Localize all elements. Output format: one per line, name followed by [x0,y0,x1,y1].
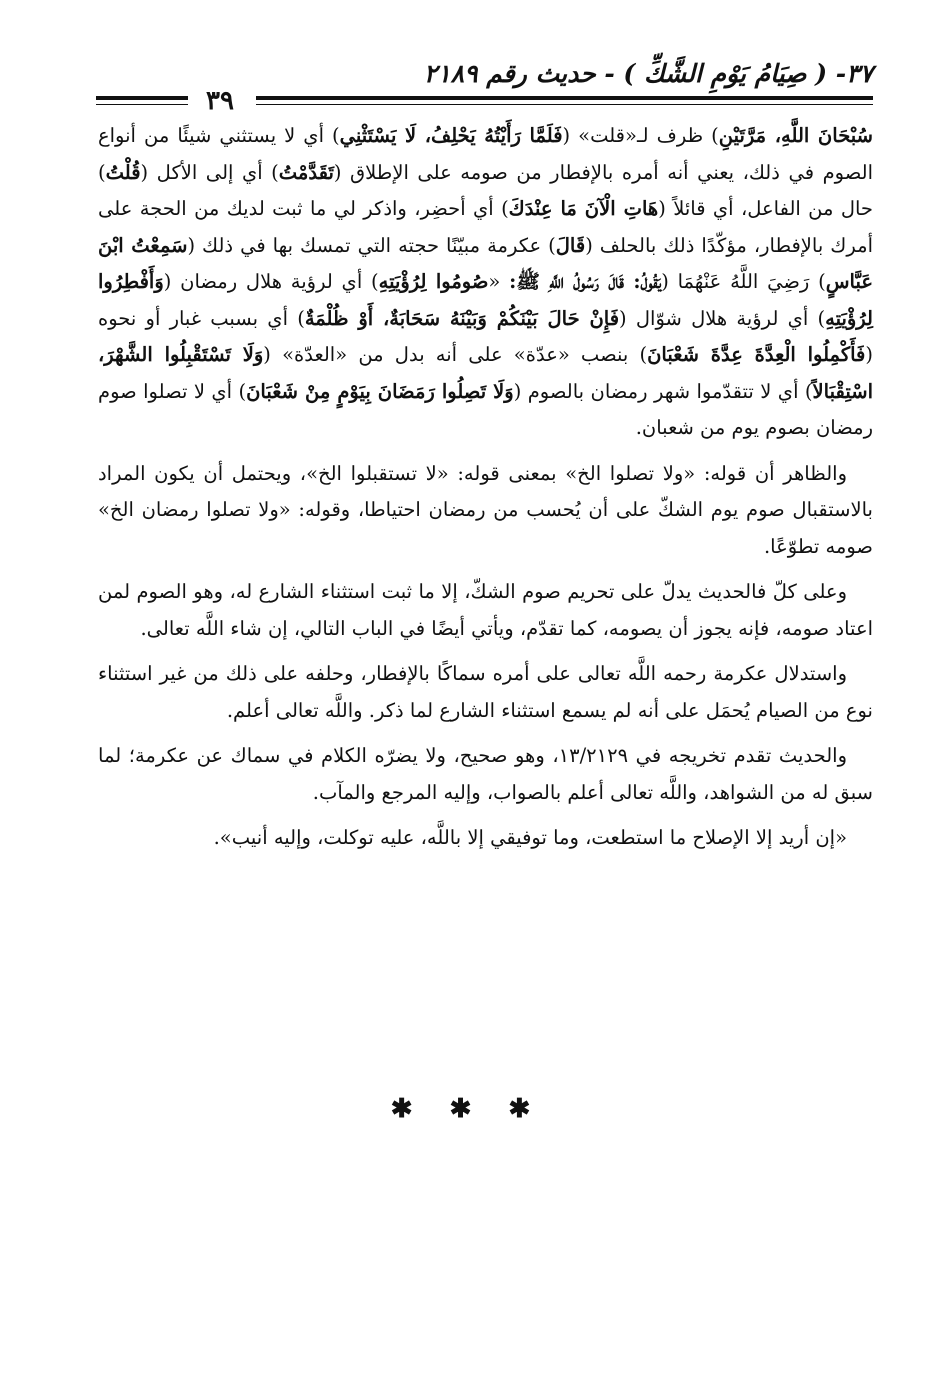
commentary-text: ) رَضِيَ اللَّهُ عَنْهُمَا ( [661,270,826,293]
commentary-text: ) أي لا تتقدّموا شهر رمضان بالصوم ( [513,379,813,403]
paragraph [98,656,873,729]
quoted-text: فَإِنْ حَالَ بَيْنَكُمْ وَبَيْنَهُ سَحَابَةٌ، أَوْ ظُلْمَةٌ [304,306,620,330]
quoted-text: هَاتِ الْآنَ مَا عِنْدَكَ [508,197,659,220]
commentary-text: ) بنصب «عدّة» على أنه بدل من «العدّة» ( [263,343,648,366]
commentary-text: ) أي إلى الأكل ( [140,160,279,184]
commentary-text: واستدلال عكرمة رحمه اللَّه تعالى على أمره سماكًا بالإفطار، وحلفه على ذلك من غير استثناء نوع من الصيام يُحمَل على أنه لم يسمع استثناء الشارع لما ذكر. واللَّه تعالى أعلم. [98,662,873,722]
paragraph [98,820,873,857]
commentary-text: ) أي بسبب غبار أو نحوه ( [98,306,873,366]
commentary-text: ) عكرمة مبيّنًا حجته التي تمسك بها في ذلك ( [187,233,556,257]
header-rule-right [256,94,873,110]
quoted-text: سَمِعْتُ ابْنَ عَبَّاسٍ [98,233,873,293]
quoted-text: سُبْحَانَ اللَّهِ، مَرَّتَيْنِ [718,124,874,147]
quoted-text: وَلَا تَصِلُوا رَمَضَانَ بِيَوْمٍ مِنْ شَعْبَانَ [246,379,514,403]
commentary-text: والحديث تقدم تخريجه في ١٣/٢١٢٩، وهو صحيح، ولا يضرّه الكلام في سماك عن عكرمة؛ لما سبق له من الشواهد، واللَّه تعالى أعلم بالصواب، وإليه المرجع والمآب. [98,744,873,804]
quoted-text: فَلَمَّا رَأَيْتُهُ يَحْلِفُ، لَا يَسْتَثْنِي [339,124,563,147]
quoted-text: قُلْتُ [105,160,141,184]
commentary-text: ) حال من الفاعل، أي قائلاً ( [98,160,873,220]
commentary-text: والظاهر أن قوله: «ولا تصلوا الخ» بمعنى قوله: «لا تستقبلوا الخ»، ويحتمل أن يكون المراد بالاستقبال صوم يوم الشكّ على أن يُحسب من رمضان احتياطا، وقوله: «ولا تصلوا رمضان الخ» صومه تطوّعًا. [98,461,873,558]
commentary-text: ) أي لرؤية هلال شوّال ( [619,306,826,330]
paragraph [98,574,873,647]
paragraph [98,456,873,566]
commentary-text: ) ظرف لـ«قلت» ( [562,124,719,147]
commentary-text: ) أي لا يستثني شيئًا من أنواع الصوم في ذلك، يعني أنه أمره بالإفطار من صومه على الإطلاق ( [98,124,873,184]
quoted-text: وَأَفْطِرُوا لِرُؤْيَتِهِ [98,270,873,330]
paragraph [98,118,873,447]
quoted-text: يَقُولُ: قَالَ رَسُولُ اللَّهِ ﷺ: [509,270,662,293]
running-title: ٣٧- ( صِيَامُ يَوْمِ الشَّكِّ ) - حديث رقم ٢١٨٩ [423,59,873,88]
quoted-text: وَلَا تَسْتَقْبِلُوا الشَّهْرَ، اسْتِقْبَالاً [98,343,873,403]
commentary-text: «إن أريد إلا الإصلاح ما استطعت، وما توفيقي إلا باللَّه، عليه توكلت، وإليه أنيب». [213,826,847,849]
header-rule-left [96,94,188,110]
page-number: ٣٩ [206,86,234,116]
quoted-text: فَأَكْمِلُوا الْعِدَّةَ عِدَّةَ شَعْبَانَ [647,343,866,366]
commentary-text: ) أي لا تصلوا صوم رمضان بصوم يوم من شعبان. [98,379,873,439]
commentary-text: وعلى كلّ فالحديث يدلّ على تحريم صوم الشكّ، إلا ما ثبت استثناء الشارع له، وهو الصوم لمن اعتاد صومه، فإنه يجوز أن يصومه، كما تقدّم، ويأتي أيضًا في الباب التالي، إن شاء اللَّه تعالى. [98,580,873,640]
quoted-text: تَقَدَّمْتُ [278,160,334,184]
commentary-text: ) أي لرؤية هلال رمضان ( [163,270,379,293]
quoted-text: قَالَ [555,233,586,257]
commentary-text: ) أي أحضِر، واذكر لي ما ثبت لديك من الحجة على أمرك بالإفطار، مؤكّدًا ذلك بالحلف ( [98,197,873,257]
section-end-ornament: ✱ ✱ ✱ [390,1094,545,1124]
quoted-text: صُومُوا لِرُؤْيَتِهِ [378,270,489,293]
commentary-text: « [488,270,510,293]
body-text [98,118,873,866]
paragraph [98,738,873,811]
header-rule [96,94,873,110]
